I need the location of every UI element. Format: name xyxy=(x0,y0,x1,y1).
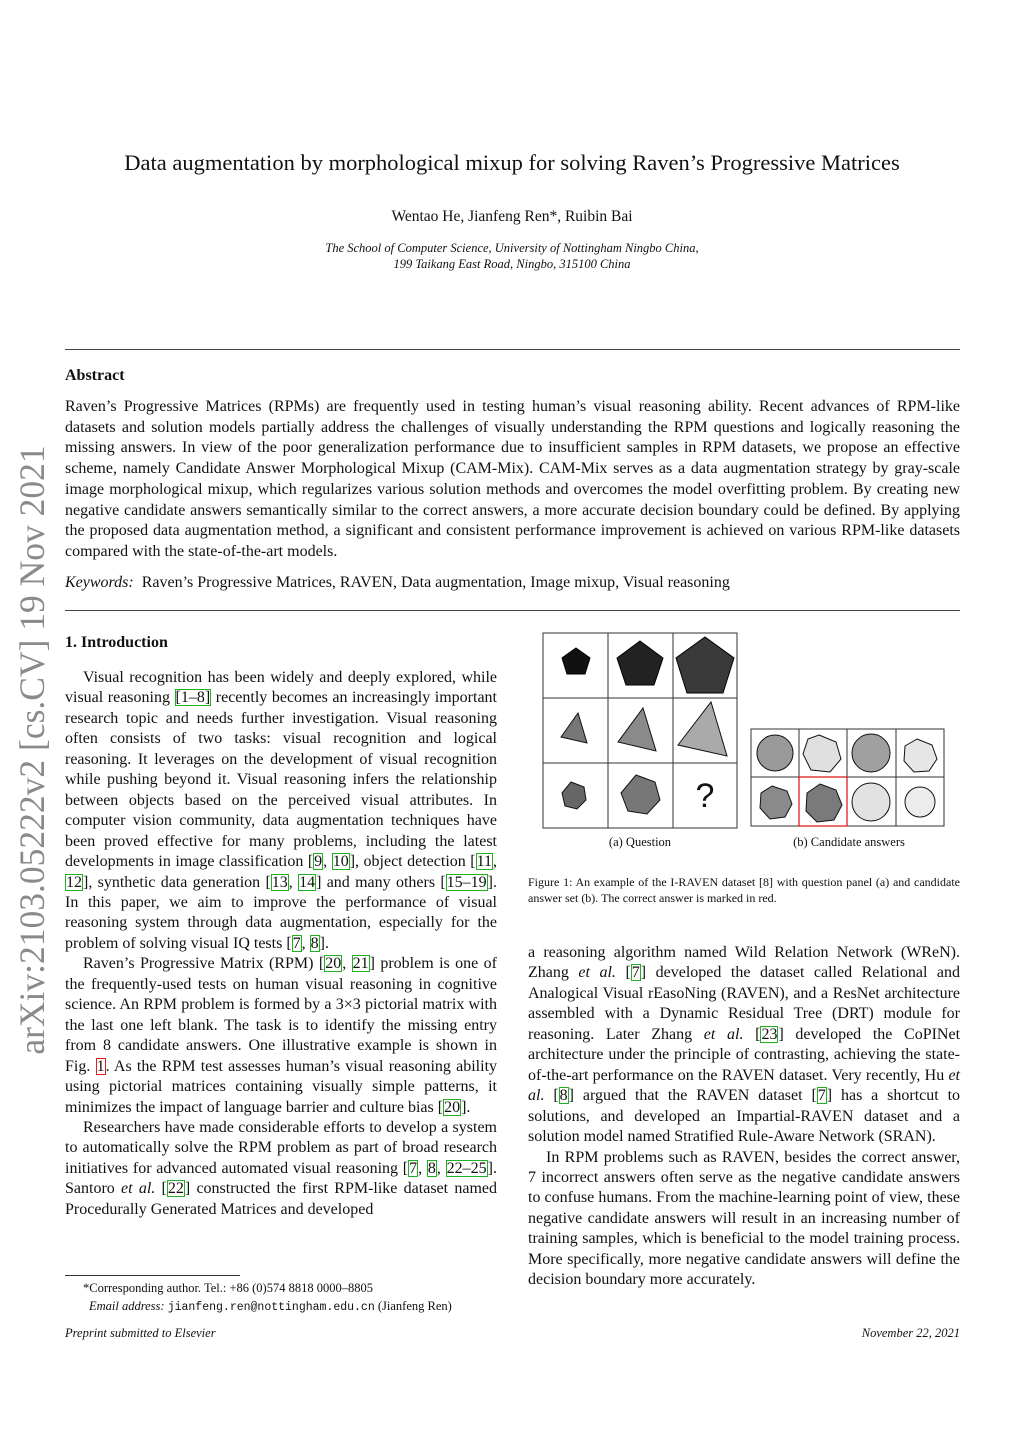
pentagon-medium xyxy=(617,641,663,685)
candidate-panel xyxy=(751,729,944,826)
citation-link[interactable]: [1–8] xyxy=(175,689,211,707)
intro-paragraph: In RPM problems such as RAVEN, besides the correct answer, 7 incorrect answers often serve as the negative candidate answers to confuse humans. From the machine-learning point of view, these negative candidate answers will result in an increasing number of training samples, which is beneficial to the model training process. More specifically, more negative candidate answers will define the decision boundary more accurately. xyxy=(528,1148,960,1289)
top-rule xyxy=(65,349,960,350)
candidate-8 xyxy=(905,787,935,817)
citation-link[interactable]: 13 xyxy=(271,873,288,891)
candidate-4 xyxy=(904,739,937,772)
subcaption-a: (a) Question xyxy=(608,835,672,849)
arxiv-identifier-text: arXiv:2103.05222v2 [cs.CV] 19 Nov 2021 xyxy=(12,445,52,1055)
intro-paragraph: Researchers have made considerable efforts to develop a system to automatically solve the RPM problem as part of broad research initiatives for advanced automated visual reasoning [7, 8, 22–25]. Santoro et al. [22] constructed the first RPM-like dataset named Procedurally Generated Matrices and developed xyxy=(65,1118,497,1218)
missing-answer-mark: ? xyxy=(695,777,715,815)
citation-link[interactable]: 9 xyxy=(314,853,323,871)
email-label: Email address: xyxy=(89,1299,165,1313)
candidate-6-correct xyxy=(806,784,842,822)
citation-link[interactable]: 8 xyxy=(559,1087,568,1105)
footer-date: November 22, 2021 xyxy=(861,1326,960,1340)
citation-link[interactable]: 7 xyxy=(409,1159,418,1177)
citation-link[interactable]: 22–25 xyxy=(446,1159,487,1177)
candidate-7 xyxy=(852,783,890,821)
candidate-1 xyxy=(757,735,793,771)
intro-paragraph: Raven’s Progressive Matrix (RPM) [20, 21] problem is one of the frequently-used tests on human visual reasoning in cognitive science. An RPM problem is formed by a 3×3 pictorial matrix with the last one left blank. The task is to identify the missing entry from 8 candidate answers. One illustrative example is shown in Fig. 1. As the RPM test assesses human’s visual reasoning ability using pictorial matrices containing visually simple patterns, it minimizes the impact of language barrier and culture bias [20]. xyxy=(65,955,498,1116)
citation-link[interactable]: 7 xyxy=(631,964,640,982)
citation-link[interactable]: 20 xyxy=(444,1098,461,1116)
citation-link[interactable]: 10 xyxy=(332,853,349,871)
candidate-5 xyxy=(760,786,792,819)
arxiv-identifier xyxy=(10,437,54,1063)
figure-link[interactable]: 1 xyxy=(96,1057,105,1075)
citation-link[interactable]: 21 xyxy=(352,955,369,973)
citation-link[interactable]: 7 xyxy=(292,934,301,952)
intro-right-column xyxy=(528,943,960,1291)
figure-1 xyxy=(528,625,960,855)
email-address[interactable]: jianfeng.ren@nottingham.edu.cn xyxy=(167,1301,375,1314)
footnote xyxy=(65,1279,505,1317)
hexagon-medium xyxy=(621,775,660,814)
footnote-rule xyxy=(65,1275,240,1276)
abstract-heading: Abstract xyxy=(65,367,125,384)
triangle-medium xyxy=(618,708,656,751)
footnote-line-2 xyxy=(65,1297,505,1317)
citation-link[interactable]: 14 xyxy=(299,873,316,891)
citation-link[interactable]: 23 xyxy=(761,1025,778,1043)
citation-link[interactable]: 8 xyxy=(310,934,319,952)
email-suffix: (Jianfeng Ren) xyxy=(377,1299,452,1313)
citation-link[interactable]: 7 xyxy=(817,1087,826,1105)
triangle-small xyxy=(561,713,587,743)
paper-title: Data augmentation by morphological mixup for solving Raven’s Progressive Matrices xyxy=(124,150,900,175)
candidate-2 xyxy=(803,735,841,772)
affiliation xyxy=(0,240,1024,272)
abstract-body: Raven’s Progressive Matrices (RPMs) are frequently used in testing human’s visual reasoning ability. Recent advances of RPM-like datasets and solution models partially address the challenges of visually understanding the RPM questions and logically reasoning the missing answers. In view of the poor generalization performance due to insufficient samples in RPM datasets, we propose an effective scheme, namely Candidate Answer Morphological Mixup (CAM-Mix). CAM-Mix serves as a data augmentation strategy by gray-scale image morphological mixup, which regularizes various solution methods and overcomes the model overfitting problem. By creating new negative candidate answers semantically similar to the correct answers, a more accurate decision boundary could be defined. By applying the proposed data augmentation method, a significant and consistent performance improvement is achieved on various RPM-like datasets compared with the state-of-the-art models. xyxy=(65,398,960,560)
keywords-text: Raven’s Progressive Matrices, RAVEN, Data augmentation, Image mixup, Visual reasoning xyxy=(141,574,730,591)
keywords-label: Keywords: xyxy=(65,574,134,591)
footnote-line-1: *Corresponding author. Tel.: +86 (0)574 8818 0000–8805 xyxy=(83,1281,373,1295)
intro-left-column xyxy=(65,668,497,1220)
bottom-rule xyxy=(65,610,960,611)
citation-link[interactable]: 22 xyxy=(167,1180,184,1198)
figure-caption: Figure 1: An example of the I-RAVEN dataset [8] with question panel (a) and candidate answer set (b). The correct answer is marked in red. xyxy=(528,875,960,905)
pentagon-small xyxy=(562,648,590,674)
citation-link[interactable]: 8 xyxy=(427,1159,436,1177)
authors: Wentao He, Jianfeng Ren*, Ruibin Bai xyxy=(391,208,633,225)
footer-preprint: Preprint submitted to Elsevier xyxy=(65,1326,216,1340)
section-heading-introduction: 1. Introduction xyxy=(65,634,168,651)
keywords xyxy=(65,574,960,592)
citation-link[interactable]: 20 xyxy=(325,955,342,973)
triangle-large xyxy=(678,702,727,756)
question-panel xyxy=(543,633,737,828)
candidate-3 xyxy=(852,734,890,772)
citation-link[interactable]: 12 xyxy=(66,873,82,891)
citation-link[interactable]: 11 xyxy=(476,853,493,871)
pentagon-large xyxy=(676,637,734,693)
intro-paragraph: a reasoning algorithm named Wild Relation Network (WReN). Zhang et al. [7] developed the dataset called Relational and Analogical Visual rEasoNing (RAVEN), and a ResNet architecture assembled with a Dynamic Residual Tree (DRT) module for reasoning. Later Zhang et al. [23] developed the CoPINet architecture under the principle of contrasting, achieving the state-of-the-art performance on the RAVEN dataset. Very recently, Hu et al. [8] argued that the RAVEN dataset [7] has a shortcut to solutions, and developed an Impartial-RAVEN dataset and a solution model named Stratified Rule-Aware Network (SRAN). xyxy=(528,944,961,1146)
citation-link[interactable]: 15–19 xyxy=(446,873,487,891)
affiliation-line-1: The School of Computer Science, University of Nottingham Ningbo China, xyxy=(325,241,699,255)
hexagon-small xyxy=(562,782,586,809)
subcaption-b: (b) Candidate answers xyxy=(793,835,905,849)
affiliation-line-2: 199 Taikang East Road, Ningbo, 315100 China xyxy=(393,257,631,271)
intro-paragraph: Visual recognition has been widely and deeply explored, while visual reasoning [1–8] recently becomes an increasingly important research topic and needs further investigation. Visual reasoning often consists of two tasks: visual recognition and logical reasoning. It leverages on the development of visual recognition while pushing beyond it. Visual reasoning infers the relationship between objects based on the perceived visual attributes. In computer vision community, data augmentation techniques have been proved effective for many problems, including the latest developments in image classification [9, 10], object detection [11, 12], synthetic data generation [13, 14] and many others [15–19]. In this paper, we aim to improve the performance of visual reasoning system through data augmentation, especially for the problem of solving visual IQ tests [7, 8]. xyxy=(65,669,498,952)
